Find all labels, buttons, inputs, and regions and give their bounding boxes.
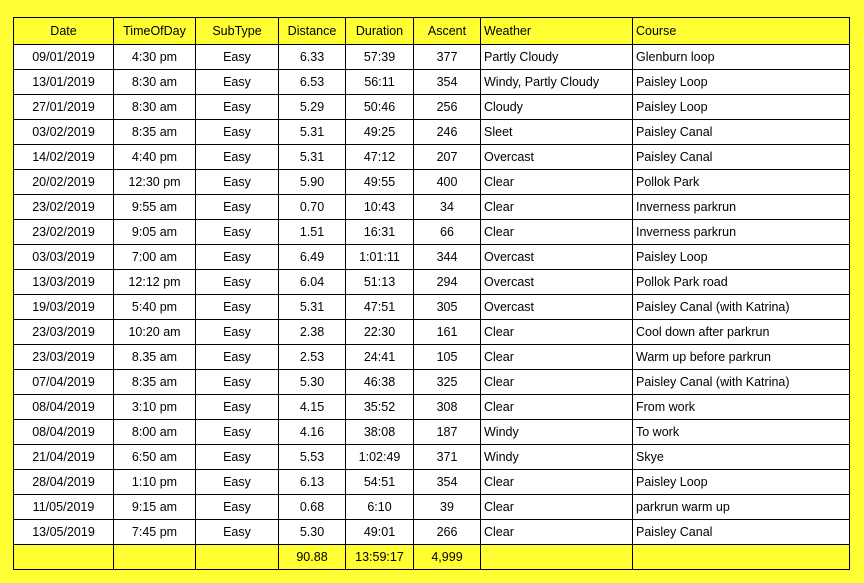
header-subtype[interactable]: SubType (196, 18, 279, 45)
table-row (14, 195, 850, 220)
total-distance[interactable]: 90.88 (279, 545, 346, 570)
ascent-cell[interactable]: 371 (414, 445, 481, 470)
distance-cell[interactable]: 2.53 (279, 345, 346, 370)
table-row (14, 45, 850, 70)
table-row (14, 145, 850, 170)
duration-cell[interactable]: 49:01 (346, 520, 414, 545)
duration-cell[interactable]: 49:25 (346, 120, 414, 145)
ascent-cell[interactable]: 105 (414, 345, 481, 370)
distance-cell[interactable]: 6.53 (279, 70, 346, 95)
ascent-cell[interactable]: 246 (414, 120, 481, 145)
distance-cell[interactable]: 6.13 (279, 470, 346, 495)
ascent-cell[interactable]: 305 (414, 295, 481, 320)
course-cell[interactable]: Paisley Canal (with Katrina) (633, 370, 850, 395)
ascent-cell[interactable]: 187 (414, 420, 481, 445)
duration-cell[interactable]: 47:12 (346, 145, 414, 170)
weather-cell[interactable]: Clear (481, 470, 633, 495)
ascent-cell[interactable]: 161 (414, 320, 481, 345)
subtype-cell[interactable]: Easy (196, 70, 279, 95)
distance-cell[interactable]: 6.49 (279, 245, 346, 270)
time-cell[interactable]: 8.35 am (114, 345, 196, 370)
time-cell[interactable]: 8:30 am (114, 95, 196, 120)
subtype-cell[interactable]: Easy (196, 195, 279, 220)
course-cell[interactable]: Skye (633, 445, 850, 470)
subtype-cell[interactable]: Easy (196, 320, 279, 345)
ascent-cell[interactable]: 266 (414, 520, 481, 545)
weather-cell[interactable]: Clear (481, 320, 633, 345)
course-cell[interactable]: Glenburn loop (633, 45, 850, 70)
time-cell[interactable]: 8:00 am (114, 420, 196, 445)
course-cell[interactable]: Paisley Loop (633, 470, 850, 495)
duration-cell[interactable]: 47:51 (346, 295, 414, 320)
ascent-cell[interactable]: 294 (414, 270, 481, 295)
table-row (14, 170, 850, 195)
total-cell[interactable] (196, 545, 279, 570)
subtype-cell[interactable]: Easy (196, 170, 279, 195)
ascent-cell[interactable]: 354 (414, 70, 481, 95)
date-cell[interactable]: 09/01/2019 (14, 45, 114, 70)
totals-row (14, 545, 850, 570)
course-cell[interactable]: Paisley Loop (633, 95, 850, 120)
date-cell[interactable]: 23/02/2019 (14, 220, 114, 245)
duration-cell[interactable]: 57:39 (346, 45, 414, 70)
total-cell[interactable] (14, 545, 114, 570)
subtype-cell[interactable]: Easy (196, 370, 279, 395)
header-weather[interactable]: Weather (481, 18, 633, 45)
subtype-cell[interactable]: Easy (196, 45, 279, 70)
date-cell[interactable]: 23/02/2019 (14, 195, 114, 220)
weather-cell[interactable]: Windy (481, 445, 633, 470)
table-row (14, 320, 850, 345)
distance-cell[interactable]: 5.53 (279, 445, 346, 470)
duration-cell[interactable]: 1:01:11 (346, 245, 414, 270)
time-cell[interactable]: 10:20 am (114, 320, 196, 345)
distance-cell[interactable]: 5.31 (279, 120, 346, 145)
runs-table (13, 17, 850, 570)
distance-cell[interactable]: 6.04 (279, 270, 346, 295)
table-row (14, 520, 850, 545)
duration-cell[interactable]: 56:11 (346, 70, 414, 95)
course-cell[interactable]: Warm up before parkrun (633, 345, 850, 370)
date-cell[interactable]: 28/04/2019 (14, 470, 114, 495)
course-cell[interactable]: Paisley Loop (633, 245, 850, 270)
time-cell[interactable]: 8:35 am (114, 370, 196, 395)
distance-cell[interactable]: 1.51 (279, 220, 346, 245)
ascent-cell[interactable]: 377 (414, 45, 481, 70)
table-row (14, 245, 850, 270)
date-cell[interactable]: 08/04/2019 (14, 420, 114, 445)
weather-cell[interactable]: Windy, Partly Cloudy (481, 70, 633, 95)
table-row (14, 495, 850, 520)
table-row (14, 445, 850, 470)
distance-cell[interactable]: 2.38 (279, 320, 346, 345)
course-cell[interactable]: Inverness parkrun (633, 195, 850, 220)
table-row (14, 395, 850, 420)
ascent-cell[interactable]: 39 (414, 495, 481, 520)
weather-cell[interactable]: Clear (481, 195, 633, 220)
time-cell[interactable]: 7:45 pm (114, 520, 196, 545)
subtype-cell[interactable]: Easy (196, 270, 279, 295)
time-cell[interactable]: 12:12 pm (114, 270, 196, 295)
course-cell[interactable]: Paisley Canal (with Katrina) (633, 295, 850, 320)
duration-cell[interactable]: 6:10 (346, 495, 414, 520)
date-cell[interactable]: 21/04/2019 (14, 445, 114, 470)
course-cell[interactable]: Inverness parkrun (633, 220, 850, 245)
time-cell[interactable]: 4:30 pm (114, 45, 196, 70)
duration-cell[interactable]: 10:43 (346, 195, 414, 220)
date-cell[interactable]: 13/01/2019 (14, 70, 114, 95)
header-course[interactable]: Course (633, 18, 850, 45)
subtype-cell[interactable]: Easy (196, 220, 279, 245)
total-cell[interactable] (481, 545, 633, 570)
weather-cell[interactable]: Overcast (481, 145, 633, 170)
duration-cell[interactable]: 35:52 (346, 395, 414, 420)
time-cell[interactable]: 1:10 pm (114, 470, 196, 495)
table-row (14, 220, 850, 245)
course-cell[interactable]: Paisley Loop (633, 70, 850, 95)
ascent-cell[interactable]: 207 (414, 145, 481, 170)
time-cell[interactable]: 7:00 am (114, 245, 196, 270)
subtype-cell[interactable]: Easy (196, 120, 279, 145)
course-cell[interactable]: Paisley Canal (633, 120, 850, 145)
weather-cell[interactable]: Partly Cloudy (481, 45, 633, 70)
header-duration[interactable]: Duration (346, 18, 414, 45)
table-row (14, 345, 850, 370)
distance-cell[interactable]: 0.68 (279, 495, 346, 520)
duration-cell[interactable]: 38:08 (346, 420, 414, 445)
table-row (14, 95, 850, 120)
table-row (14, 295, 850, 320)
total-duration[interactable]: 13:59:17 (346, 545, 414, 570)
course-cell[interactable]: Pollok Park road (633, 270, 850, 295)
time-cell[interactable]: 4:40 pm (114, 145, 196, 170)
distance-cell[interactable]: 5.30 (279, 520, 346, 545)
distance-cell[interactable]: 5.90 (279, 170, 346, 195)
distance-cell[interactable]: 4.16 (279, 420, 346, 445)
date-cell[interactable]: 27/01/2019 (14, 95, 114, 120)
distance-cell[interactable]: 5.31 (279, 295, 346, 320)
weather-cell[interactable]: Overcast (481, 270, 633, 295)
header-ascent[interactable]: Ascent (414, 18, 481, 45)
time-cell[interactable]: 12:30 pm (114, 170, 196, 195)
duration-cell[interactable]: 51:13 (346, 270, 414, 295)
ascent-cell[interactable]: 400 (414, 170, 481, 195)
header-timeofday[interactable]: TimeOfDay (114, 18, 196, 45)
ascent-cell[interactable]: 34 (414, 195, 481, 220)
date-cell[interactable]: 23/03/2019 (14, 320, 114, 345)
distance-cell[interactable]: 5.31 (279, 145, 346, 170)
distance-cell[interactable]: 4.15 (279, 395, 346, 420)
time-cell[interactable]: 6:50 am (114, 445, 196, 470)
duration-cell[interactable]: 49:55 (346, 170, 414, 195)
date-cell[interactable]: 20/02/2019 (14, 170, 114, 195)
course-cell[interactable]: Pollok Park (633, 170, 850, 195)
course-cell[interactable]: Paisley Canal (633, 520, 850, 545)
distance-cell[interactable]: 0.70 (279, 195, 346, 220)
time-cell[interactable]: 9:15 am (114, 495, 196, 520)
ascent-cell[interactable]: 66 (414, 220, 481, 245)
time-cell[interactable]: 3:10 pm (114, 395, 196, 420)
time-cell[interactable]: 8:35 am (114, 120, 196, 145)
weather-cell[interactable]: Clear (481, 345, 633, 370)
weather-cell[interactable]: Clear (481, 370, 633, 395)
date-cell[interactable]: 07/04/2019 (14, 370, 114, 395)
table-row (14, 470, 850, 495)
date-cell[interactable]: 03/02/2019 (14, 120, 114, 145)
date-cell[interactable]: 13/05/2019 (14, 520, 114, 545)
table-row (14, 370, 850, 395)
table-row (14, 70, 850, 95)
weather-cell[interactable]: Clear (481, 220, 633, 245)
table-row (14, 120, 850, 145)
course-cell[interactable]: Paisley Canal (633, 145, 850, 170)
distance-cell[interactable]: 6.33 (279, 45, 346, 70)
course-cell[interactable]: Cool down after parkrun (633, 320, 850, 345)
subtype-cell[interactable]: Easy (196, 345, 279, 370)
subtype-cell[interactable]: Easy (196, 245, 279, 270)
ascent-cell[interactable]: 256 (414, 95, 481, 120)
weather-cell[interactable]: Cloudy (481, 95, 633, 120)
weather-cell[interactable]: Windy (481, 420, 633, 445)
weather-cell[interactable]: Overcast (481, 245, 633, 270)
date-cell[interactable]: 03/03/2019 (14, 245, 114, 270)
header-row (14, 18, 850, 45)
total-cell[interactable] (114, 545, 196, 570)
date-cell[interactable]: 19/03/2019 (14, 295, 114, 320)
weather-cell[interactable]: Clear (481, 170, 633, 195)
subtype-cell[interactable]: Easy (196, 445, 279, 470)
distance-cell[interactable]: 5.29 (279, 95, 346, 120)
time-cell[interactable]: 9:05 am (114, 220, 196, 245)
weather-cell[interactable]: Sleet (481, 120, 633, 145)
duration-cell[interactable]: 22:30 (346, 320, 414, 345)
weather-cell[interactable]: Clear (481, 520, 633, 545)
subtype-cell[interactable]: Easy (196, 95, 279, 120)
date-cell[interactable]: 14/02/2019 (14, 145, 114, 170)
total-cell[interactable] (633, 545, 850, 570)
duration-cell[interactable]: 1:02:49 (346, 445, 414, 470)
subtype-cell[interactable]: Easy (196, 470, 279, 495)
subtype-cell[interactable]: Easy (196, 520, 279, 545)
duration-cell[interactable]: 24:41 (346, 345, 414, 370)
ascent-cell[interactable]: 308 (414, 395, 481, 420)
subtype-cell[interactable]: Easy (196, 145, 279, 170)
header-date[interactable]: Date (14, 18, 114, 45)
course-cell[interactable]: From work (633, 395, 850, 420)
total-ascent[interactable]: 4,999 (414, 545, 481, 570)
duration-cell[interactable]: 50:46 (346, 95, 414, 120)
time-cell[interactable]: 8:30 am (114, 70, 196, 95)
subtype-cell[interactable]: Easy (196, 295, 279, 320)
ascent-cell[interactable]: 325 (414, 370, 481, 395)
course-cell[interactable]: parkrun warm up (633, 495, 850, 520)
ascent-cell[interactable]: 354 (414, 470, 481, 495)
duration-cell[interactable]: 54:51 (346, 470, 414, 495)
course-cell[interactable]: To work (633, 420, 850, 445)
ascent-cell[interactable]: 344 (414, 245, 481, 270)
date-cell[interactable]: 23/03/2019 (14, 345, 114, 370)
weather-cell[interactable]: Overcast (481, 295, 633, 320)
subtype-cell[interactable]: Easy (196, 395, 279, 420)
date-cell[interactable]: 13/03/2019 (14, 270, 114, 295)
distance-cell[interactable]: 5.30 (279, 370, 346, 395)
duration-cell[interactable]: 46:38 (346, 370, 414, 395)
date-cell[interactable]: 08/04/2019 (14, 395, 114, 420)
subtype-cell[interactable]: Easy (196, 495, 279, 520)
header-distance[interactable]: Distance (279, 18, 346, 45)
time-cell[interactable]: 9:55 am (114, 195, 196, 220)
table-row (14, 420, 850, 445)
table-row (14, 270, 850, 295)
date-cell[interactable]: 11/05/2019 (14, 495, 114, 520)
weather-cell[interactable]: Clear (481, 495, 633, 520)
duration-cell[interactable]: 16:31 (346, 220, 414, 245)
time-cell[interactable]: 5:40 pm (114, 295, 196, 320)
weather-cell[interactable]: Clear (481, 395, 633, 420)
subtype-cell[interactable]: Easy (196, 420, 279, 445)
